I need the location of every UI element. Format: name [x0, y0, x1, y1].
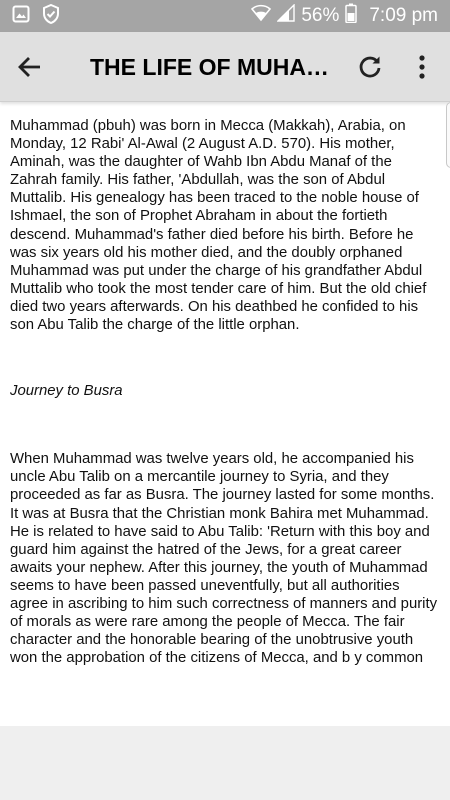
- app-bar: [0, 32, 450, 102]
- battery-percent: 56%: [301, 5, 340, 26]
- battery-icon: [345, 3, 357, 29]
- more-vert-icon[interactable]: [410, 53, 434, 81]
- article-content[interactable]: [0, 103, 450, 726]
- signal-icon: [277, 4, 295, 28]
- bottom-blank-area: [0, 726, 450, 800]
- article-paragraph: When Muhammad was twelve years old, he accompanied his uncle Abu Talib on a mercantile journey to Syria, and they proceeded as far as Busra. The journey lasted for some months. It was at Busra that the Christian monk Bahira met Muhammad. He is related to have said to Abu Talib: 'Return with this boy and guard him against the hatred of the Jews, for a great career awaits your nephew. After this journey, the youth of Muhammad seems to have been passed uneventfully, but all authorities agree in ascribing to him such correctness of manners and purity of morals as were rare among the people of Mecca. The fair character and the honorable bearing of the unobtrusive youth won the approbation of the citizens of Mecca, and b y common: [10, 451, 438, 667]
- status-bar: [0, 0, 450, 32]
- gallery-icon: [12, 5, 30, 27]
- article-paragraph: Muhammad (pbuh) was born in Mecca (Makkah), Arabia, on Monday, 12 Rabi' Al-Awal (2 August A.D. 570). His mother, Aminah, was the daughter of Wahb Ibn Abdu Manaf of the Zahrah family. His father, 'Abdullah, was the son of Abdul Muttalib. His genealogy has been traced to the noble house of Ishmael, the son of Prophet Abraham in about the fortieth descend. Muhammad's father died before his birth. Before he was six years old his mother died, and the doubly orphaned Muhammad was put under the charge of his grandfather Abdul Muttalib who took the most tender care of him. But the old chief died two years afterwards. On his deathbed he confided to his son Abu Talib the charge of the little orphan.: [10, 118, 427, 334]
- back-arrow-icon[interactable]: [16, 53, 44, 81]
- section-heading: Journey to Busra: [10, 383, 123, 400]
- shield-check-icon: [42, 4, 60, 28]
- wifi-icon: [251, 4, 271, 28]
- status-right: [251, 0, 438, 32]
- refresh-icon[interactable]: [356, 53, 384, 81]
- clock: 7:09 pm: [369, 5, 438, 26]
- status-left-icons: [12, 6, 60, 26]
- page-title: THE LIFE OF MUHA…: [90, 54, 329, 80]
- edge-panel-handle[interactable]: [446, 102, 450, 168]
